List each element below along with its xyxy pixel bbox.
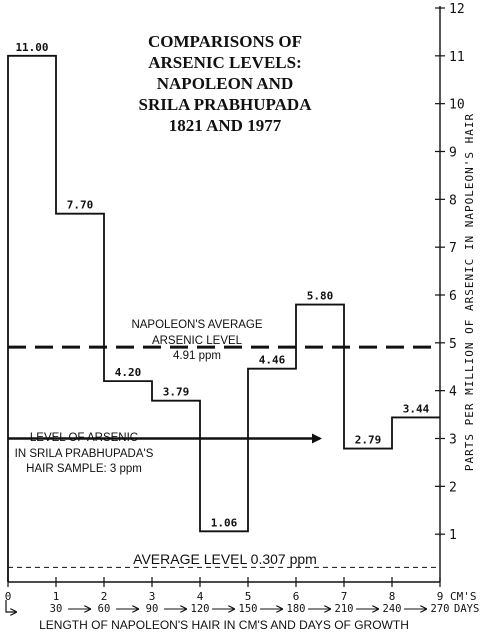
title-line: 1821 AND 1977 [168, 116, 282, 135]
value-label: 5.80 [306, 289, 334, 303]
title-line: ARSENIC LEVELS: [148, 53, 302, 72]
napoleon-average-label: NAPOLEON'S AVERAGE [131, 319, 263, 331]
prabhupada-label: IN SRILA PRABHUPADA'S [14, 448, 154, 460]
prabhupada-label: LEVEL OF ARSENIC [29, 432, 139, 444]
value-label: 1.06 [210, 516, 238, 530]
y-tick-label: 7 [449, 241, 457, 257]
day-unit-label: DAYS [454, 603, 480, 615]
value-label: 4.20 [114, 366, 142, 380]
y-tick-label: 12 [449, 2, 465, 17]
y-tick-label: 1 [449, 528, 457, 544]
x-unit-label: CM'S [450, 590, 477, 603]
y-tick-label: 11 [449, 49, 465, 65]
y-tick-label: 6 [449, 289, 457, 304]
y-tick-label: 2 [449, 480, 457, 496]
day-tick-label: 240 [382, 603, 402, 615]
y-tick-label: 4 [449, 384, 457, 400]
chart-title [138, 32, 312, 135]
day-tick-label: 150 [238, 603, 258, 615]
napoleon-average-label: ARSENIC LEVEL [151, 335, 243, 347]
value-label: 7.70 [66, 198, 94, 212]
day-tick-label: 270 [430, 603, 450, 615]
value-label: 3.79 [162, 385, 190, 399]
value-label: 3.44 [402, 402, 430, 416]
prabhupada-annotation [8, 432, 320, 475]
x-tick-label: 2 [100, 590, 108, 603]
x-tick-label: 1 [52, 590, 60, 603]
x-tick-label: 6 [292, 590, 300, 603]
value-label: 2.79 [354, 433, 382, 447]
title-line: COMPARISONS OF [147, 32, 303, 51]
x-tick-label: 7 [340, 590, 348, 603]
y-tick-label: 10 [449, 97, 465, 113]
average-level-label: AVERAGE LEVEL 0.307 ppm [133, 551, 317, 567]
y-tick-label: 8 [449, 193, 457, 209]
title-line: SRILA PRABHUPADA [138, 95, 312, 114]
day-tick-label: 210 [334, 603, 354, 615]
x-tick-label: 8 [388, 590, 396, 603]
napoleon-average-label: 4.91 ppm [173, 350, 221, 362]
y-tick-label: 3 [449, 432, 457, 448]
day-tick-label: 90 [145, 603, 159, 615]
y-tick-label: 9 [449, 145, 457, 161]
day-tick-label: 60 [97, 603, 111, 615]
x-tick-label: 0 [4, 590, 12, 603]
x-tick-label: 9 [436, 590, 444, 603]
day-tick-label: 30 [49, 603, 63, 615]
x-axis-title: LENGTH OF NAPOLEON'S HAIR IN CM'S AND DAYS OF GROWTH [39, 618, 409, 632]
value-label: 11.00 [15, 40, 49, 54]
x-tick-label: 3 [148, 590, 156, 603]
title-line: NAPOLEON AND [156, 74, 294, 93]
x-tick-label: 5 [244, 590, 252, 603]
y-tick-label: 5 [449, 336, 457, 352]
y-axis-title: PARTS PER MILLION OF ARSENIC IN NAPOLEON'S HAIR [463, 112, 476, 472]
prabhupada-label: HAIR SAMPLE: 3 ppm [26, 463, 142, 475]
day-tick-label: 120 [190, 603, 210, 615]
value-label: 4.46 [258, 353, 286, 367]
day-tick-label: 180 [286, 603, 306, 615]
x-tick-label: 4 [196, 590, 204, 603]
